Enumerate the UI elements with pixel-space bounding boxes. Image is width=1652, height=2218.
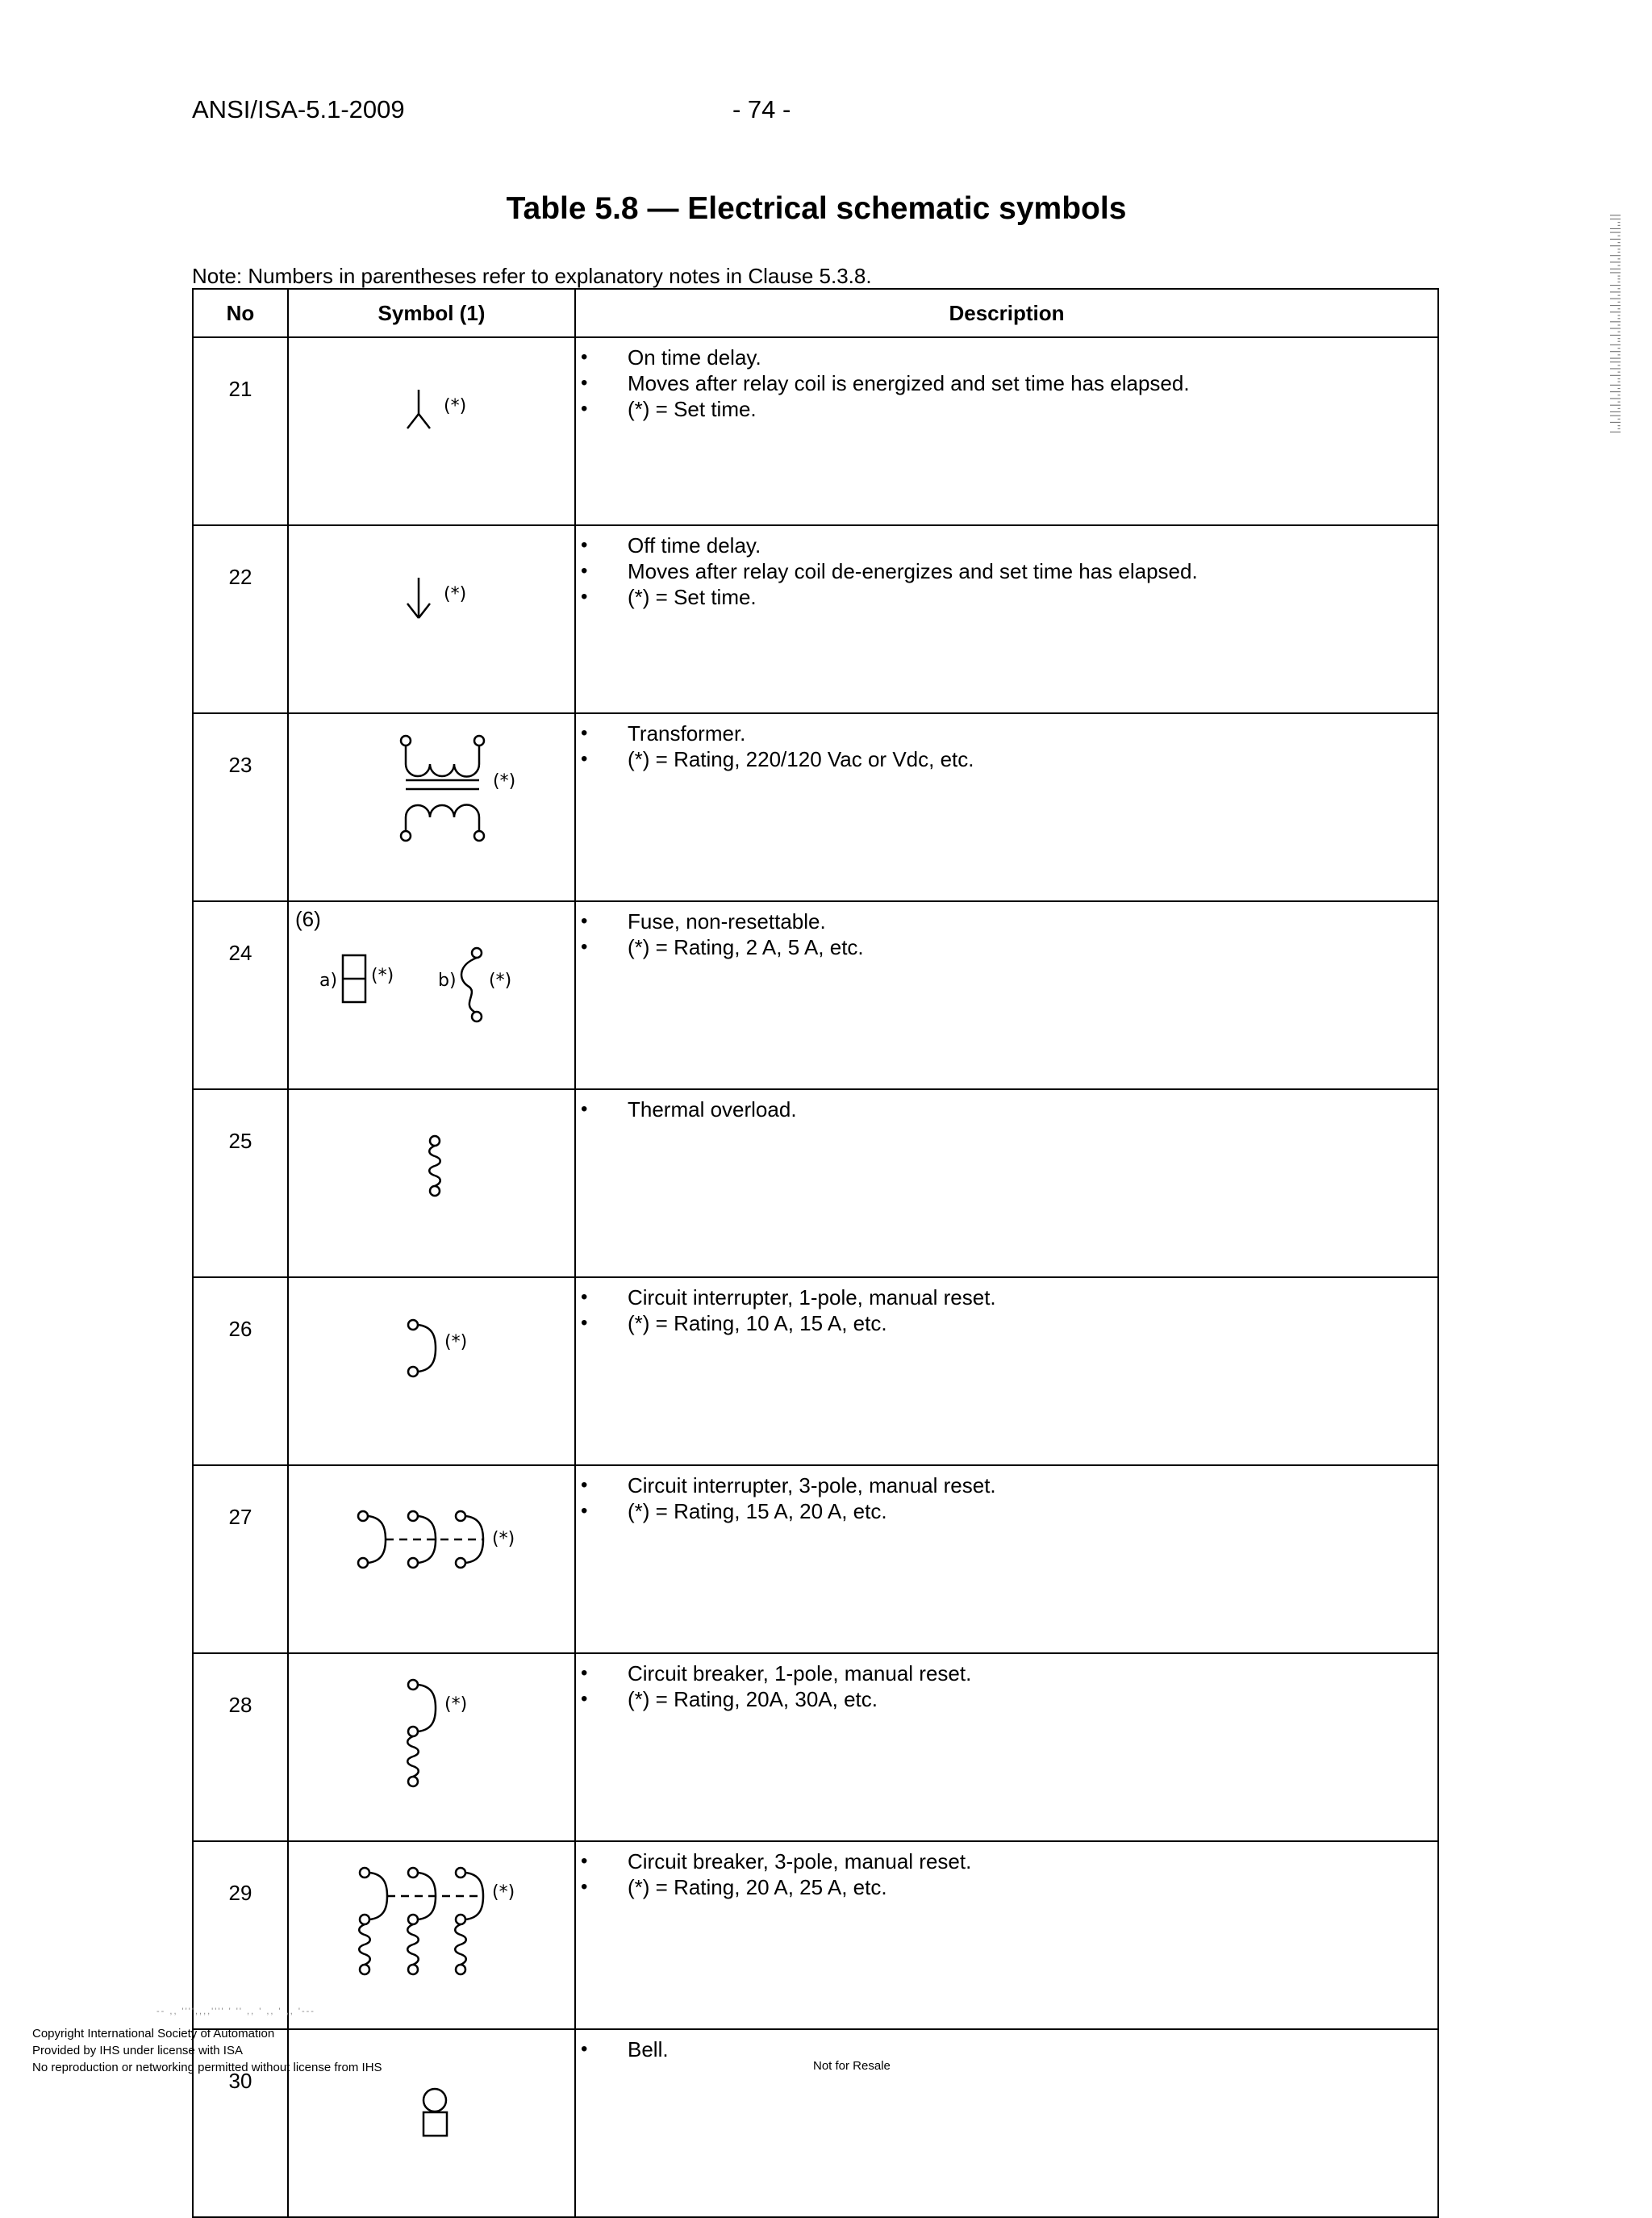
description-item: • (*) = Rating, 10 A, 15 A, etc. bbox=[576, 1310, 1437, 1336]
row-number: 30 bbox=[193, 2029, 288, 2217]
svg-text:b): b) bbox=[438, 971, 457, 991]
description-cell bbox=[575, 1841, 1438, 2029]
table-row bbox=[193, 525, 1438, 713]
description-cell bbox=[575, 713, 1438, 901]
svg-text:(*): (*) bbox=[489, 971, 512, 991]
row-number: 26 bbox=[193, 1277, 288, 1465]
description-item: • Moves after relay coil is energized and set time has elapsed. bbox=[576, 370, 1437, 396]
fuse-symbol bbox=[289, 902, 576, 1050]
footer-watermark: -- ,, '''',,,,'''' ' '' ,, ' ,, ' ,, '--- bbox=[156, 2007, 315, 2016]
document-id: ANSI/ISA-5.1-2009 bbox=[192, 95, 405, 123]
symbol-cell bbox=[288, 1465, 575, 1653]
description-cell bbox=[575, 1653, 1438, 1841]
description-item: • Circuit interrupter, 3-pole, manual reset. bbox=[576, 1472, 1437, 1498]
symbol-cell bbox=[288, 713, 575, 901]
table-note: Note: Numbers in parentheses refer to explanatory notes in Clause 5.3.8. bbox=[192, 264, 872, 288]
circuit-interrupter-3-pole-symbol bbox=[289, 1466, 576, 1614]
row-number: 24 bbox=[193, 901, 288, 1089]
description-item: • On time delay. bbox=[576, 345, 1437, 370]
off-time-delay-symbol bbox=[289, 526, 576, 674]
description-item: • Circuit interrupter, 1-pole, manual reset. bbox=[576, 1284, 1437, 1310]
description-cell bbox=[575, 1089, 1438, 1277]
footer-line: No reproduction or networking permitted without license from IHS bbox=[32, 2061, 382, 2074]
description-item: • Bell. bbox=[576, 2036, 1437, 2062]
description-cell bbox=[575, 901, 1438, 1089]
description-item: • (*) = Set time. bbox=[576, 584, 1437, 610]
row-number: 29 bbox=[193, 1841, 288, 2029]
description-item: • Transformer. bbox=[576, 721, 1437, 746]
symbol-cell bbox=[288, 901, 575, 1089]
transformer-symbol bbox=[289, 714, 576, 862]
table-row bbox=[193, 1277, 1438, 1465]
description-item: • (*) = Rating, 220/120 Vac or Vdc, etc. bbox=[576, 746, 1437, 772]
table-header-row bbox=[193, 289, 1438, 337]
column-header-description: Description bbox=[575, 289, 1438, 337]
description-item: • Circuit breaker, 3-pole, manual reset. bbox=[576, 1848, 1437, 1874]
description-item: • Off time delay. bbox=[576, 533, 1437, 558]
page-number: - 74 - bbox=[732, 95, 791, 123]
row-number: 22 bbox=[193, 525, 288, 713]
description-cell bbox=[575, 1465, 1438, 1653]
description-item: • Fuse, non-resettable. bbox=[576, 909, 1437, 934]
circuit-interrupter-1-pole-symbol bbox=[289, 1278, 576, 1426]
description-cell bbox=[575, 525, 1438, 713]
row-number: 21 bbox=[193, 337, 288, 525]
table-row bbox=[193, 901, 1438, 1089]
not-for-resale-label: Not for Resale bbox=[813, 2059, 891, 2073]
svg-text:(*): (*) bbox=[492, 1882, 515, 1903]
table-row bbox=[193, 1841, 1438, 2029]
description-cell bbox=[575, 1277, 1438, 1465]
table-row bbox=[193, 1465, 1438, 1653]
symbol-cell bbox=[288, 1841, 575, 2029]
description-item: • (*) = Rating, 20 A, 25 A, etc. bbox=[576, 1874, 1437, 1900]
svg-text:(*): (*) bbox=[371, 966, 394, 986]
table-title: Table 5.8 — Electrical schematic symbols bbox=[506, 191, 1127, 226]
footer-line: Copyright International Society of Automation bbox=[32, 2027, 275, 2040]
symbol-cell bbox=[288, 525, 575, 713]
on-time-delay-symbol bbox=[289, 338, 576, 486]
description-item: • Circuit breaker, 1-pole, manual reset. bbox=[576, 1660, 1437, 1686]
table-row bbox=[193, 1653, 1438, 1841]
svg-text:a): a) bbox=[319, 971, 338, 991]
description-item: • Moves after relay coil de-energizes and set time has elapsed. bbox=[576, 558, 1437, 584]
description-item: • Thermal overload. bbox=[576, 1096, 1437, 1122]
row-number: 27 bbox=[193, 1465, 288, 1653]
symbol-cell bbox=[288, 337, 575, 525]
symbol-cell bbox=[288, 1653, 575, 1841]
description-cell bbox=[575, 337, 1438, 525]
description-item: • (*) = Set time. bbox=[576, 396, 1437, 422]
description-item: • (*) = Rating, 2 A, 5 A, etc. bbox=[576, 934, 1437, 960]
svg-text:(*): (*) bbox=[492, 1529, 515, 1549]
description-item: • (*) = Rating, 15 A, 20 A, etc. bbox=[576, 1498, 1437, 1524]
symbol-cell bbox=[288, 1089, 575, 1277]
row-number: 28 bbox=[193, 1653, 288, 1841]
svg-text:(*): (*) bbox=[444, 396, 467, 416]
thermal-overload-symbol bbox=[289, 1090, 576, 1238]
description-cell bbox=[575, 2029, 1438, 2217]
footer-line: Provided by IHS under license with ISA bbox=[32, 2044, 243, 2057]
svg-text:(*): (*) bbox=[493, 771, 516, 792]
circuit-breaker-1-pole-symbol bbox=[289, 1654, 576, 1802]
symbols-table bbox=[192, 288, 1439, 2218]
copyright-footer bbox=[32, 2025, 382, 2076]
symbol-cell bbox=[288, 1277, 575, 1465]
row-number: 25 bbox=[193, 1089, 288, 1277]
circuit-breaker-3-pole-symbol bbox=[289, 1842, 576, 1990]
symbol-note: (6) bbox=[295, 907, 321, 931]
table-row bbox=[193, 1089, 1438, 1277]
table-row bbox=[193, 337, 1438, 525]
description-item: • (*) = Rating, 20A, 30A, etc. bbox=[576, 1686, 1437, 1712]
margin-watermark: ||''||'|'|''|'|'||'''|'|'|'|'|''|'|'|''|'|'||'|'|''|'|'|'|'||'|''| bbox=[1610, 214, 1623, 435]
svg-text:(*): (*) bbox=[444, 1332, 468, 1352]
svg-text:(*): (*) bbox=[444, 1694, 468, 1715]
table-row bbox=[193, 713, 1438, 901]
row-number: 23 bbox=[193, 713, 288, 901]
column-header-symbol: Symbol (1) bbox=[288, 289, 575, 337]
column-header-no: No bbox=[193, 289, 288, 337]
svg-text:(*): (*) bbox=[444, 584, 467, 604]
